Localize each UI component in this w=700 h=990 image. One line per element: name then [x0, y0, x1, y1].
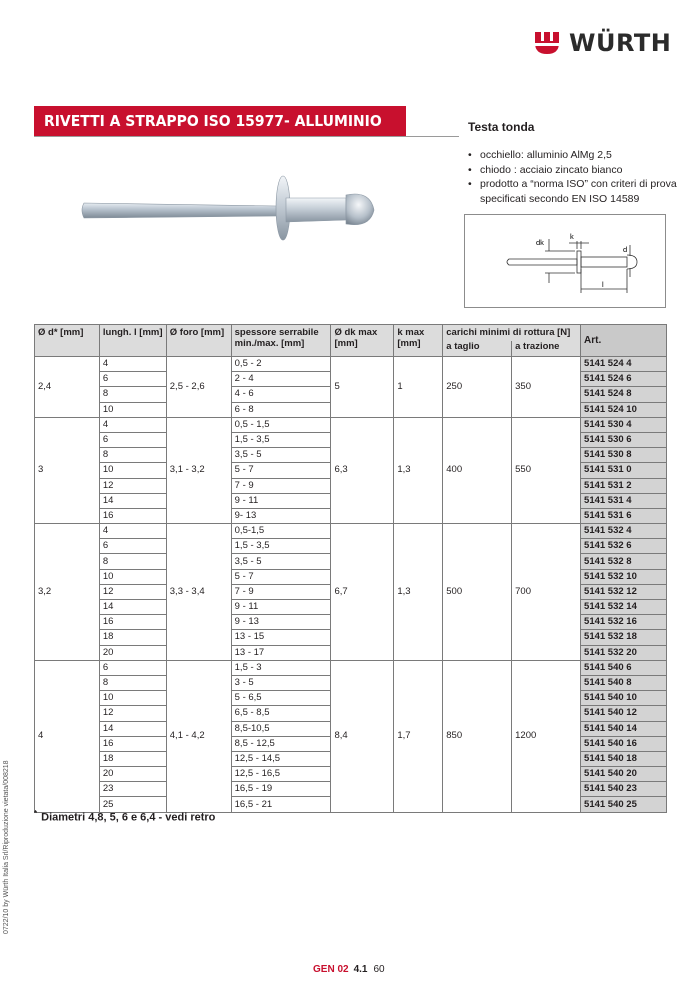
cell-length: 6 — [99, 539, 166, 554]
list-item: • chiodo : acciaio zincato bianco — [468, 163, 678, 178]
cell-grip-range: 7 - 9 — [231, 584, 331, 599]
cell-grip-range: 1,5 - 3,5 — [231, 539, 331, 554]
cell-length: 10 — [99, 569, 166, 584]
cell-article-number: 5141 540 16 — [581, 736, 667, 751]
cell-length: 18 — [99, 630, 166, 645]
table-row — [35, 417, 667, 432]
cell-length: 4 — [99, 417, 166, 432]
cell-length: 6 — [99, 432, 166, 447]
page-title: RIVETTI A STRAPPO ISO 15977- ALLUMINIO — [34, 106, 406, 136]
cell-length: 20 — [99, 645, 166, 660]
cell-article-number: 5141 532 18 — [581, 630, 667, 645]
cell-grip-range: 6 - 8 — [231, 402, 331, 417]
cell-length: 14 — [99, 721, 166, 736]
dimension-diagram — [464, 214, 666, 308]
cell-tension-load: 1200 — [512, 660, 581, 812]
table-row — [35, 660, 667, 675]
cell-length: 16 — [99, 736, 166, 751]
col-header-shear: a taglio — [443, 341, 512, 357]
cell-length: 4 — [99, 357, 166, 372]
cell-diameter: 3 — [35, 417, 100, 523]
title-divider — [34, 136, 459, 137]
cell-grip-range: 4 - 6 — [231, 387, 331, 402]
cell-grip-range: 16,5 - 19 — [231, 782, 331, 797]
rivet-dimension-drawing — [465, 215, 665, 307]
cell-grip-range: 6,5 - 8,5 — [231, 706, 331, 721]
cell-article-number: 5141 531 6 — [581, 508, 667, 523]
cell-grip-range: 0,5 - 1,5 — [231, 417, 331, 432]
cell-k: 1 — [394, 357, 443, 418]
col-header-k: k max [mm] — [394, 325, 443, 357]
dk-label: dk — [536, 238, 544, 247]
cell-grip-range: 0,5-1,5 — [231, 524, 331, 539]
cell-tension-load: 700 — [512, 524, 581, 661]
footnote — [34, 809, 215, 824]
list-item: • prodotto a “norma ISO” con criteri di prova specificati secondo EN ISO 14589 — [468, 177, 678, 206]
cell-grip-range: 9 - 11 — [231, 600, 331, 615]
cell-article-number: 5141 524 4 — [581, 357, 667, 372]
col-header-d: Ø d* [mm] — [35, 325, 100, 357]
cell-length: 14 — [99, 600, 166, 615]
col-header-length: lungh. l [mm] — [99, 325, 166, 357]
cell-length: 18 — [99, 751, 166, 766]
cell-article-number: 5141 540 6 — [581, 660, 667, 675]
cell-tension-load: 350 — [512, 357, 581, 418]
cell-diameter: 2,4 — [35, 357, 100, 418]
cell-grip-range: 1,5 - 3,5 — [231, 432, 331, 447]
cell-grip-range: 8,5 - 12,5 — [231, 736, 331, 751]
footnote-text: Diametri 4,8, 5, 6 e 6,4 - vedi retro — [41, 811, 216, 824]
cell-article-number: 5141 531 2 — [581, 478, 667, 493]
cell-hole: 4,1 - 4,2 — [166, 660, 231, 812]
head-type-subtitle: Testa tonda — [468, 120, 535, 134]
cell-grip-range: 12,5 - 14,5 — [231, 751, 331, 766]
cell-length: 8 — [99, 554, 166, 569]
cell-k: 1,3 — [394, 524, 443, 661]
cell-article-number: 5141 530 4 — [581, 417, 667, 432]
cell-grip-range: 1,5 - 3 — [231, 660, 331, 675]
cell-grip-range: 8,5-10,5 — [231, 721, 331, 736]
cell-dk: 8,4 — [331, 660, 394, 812]
cell-grip-range: 9 - 11 — [231, 493, 331, 508]
cell-article-number: 5141 532 20 — [581, 645, 667, 660]
cell-article-number: 5141 532 4 — [581, 524, 667, 539]
cell-grip-range: 3 - 5 — [231, 675, 331, 690]
cell-article-number: 5141 524 6 — [581, 372, 667, 387]
cell-article-number: 5141 532 10 — [581, 569, 667, 584]
cell-length: 8 — [99, 675, 166, 690]
cell-length: 4 — [99, 524, 166, 539]
cell-grip-range: 3,5 - 5 — [231, 554, 331, 569]
cell-dk: 5 — [331, 357, 394, 418]
k-label: k — [570, 232, 574, 241]
cell-length: 10 — [99, 691, 166, 706]
cell-shear-load: 250 — [443, 357, 512, 418]
col-header-tension: a trazione — [512, 341, 581, 357]
cell-length: 16 — [99, 508, 166, 523]
cell-article-number: 5141 532 14 — [581, 600, 667, 615]
cell-grip-range: 5 - 6,5 — [231, 691, 331, 706]
cell-hole: 2,5 - 2,6 — [166, 357, 231, 418]
brand-name: WÜRTH — [569, 29, 672, 57]
cell-hole: 3,3 - 3,4 — [166, 524, 231, 661]
cell-article-number: 5141 540 18 — [581, 751, 667, 766]
cell-length: 8 — [99, 387, 166, 402]
cell-shear-load: 400 — [443, 417, 512, 523]
cell-hole: 3,1 - 3,2 — [166, 417, 231, 523]
rivet-spec-table — [34, 324, 667, 813]
cell-length: 20 — [99, 767, 166, 782]
col-header-loads: carichi minimi di rottura [N] — [443, 325, 581, 341]
cell-article-number: 5141 540 20 — [581, 767, 667, 782]
cell-dk: 6,3 — [331, 417, 394, 523]
cell-grip-range: 9 - 13 — [231, 615, 331, 630]
cell-article-number: 5141 540 10 — [581, 691, 667, 706]
cell-article-number: 5141 540 14 — [581, 721, 667, 736]
cell-shear-load: 500 — [443, 524, 512, 661]
cell-article-number: 5141 540 8 — [581, 675, 667, 690]
table-row — [35, 357, 667, 372]
cell-article-number: 5141 524 8 — [581, 387, 667, 402]
list-item: • occhiello: alluminio AlMg 2,5 — [468, 148, 678, 163]
cell-grip-range: 0,5 - 2 — [231, 357, 331, 372]
cell-length: 6 — [99, 660, 166, 675]
footer-section: GEN 02 — [313, 964, 349, 975]
page-footer — [313, 964, 385, 975]
cell-grip-range: 9- 13 — [231, 508, 331, 523]
col-header-art: Art. — [581, 325, 667, 357]
cell-length: 6 — [99, 372, 166, 387]
material-list — [468, 148, 678, 206]
rivet-image — [78, 168, 398, 248]
wurth-logo-mark-icon — [533, 29, 561, 57]
cell-article-number: 5141 531 0 — [581, 463, 667, 478]
cell-article-number: 5141 530 6 — [581, 432, 667, 447]
copyright-side-text: 0722/10 by Würth Italia Srl/Riproduzione vietata/008218 — [3, 760, 10, 934]
cell-shear-load: 850 — [443, 660, 512, 812]
col-header-hole: Ø foro [mm] — [166, 325, 231, 357]
cell-length: 25 — [99, 797, 166, 812]
cell-article-number: 5141 532 8 — [581, 554, 667, 569]
col-header-grip: spessore serrabile min./max. [mm] — [231, 325, 331, 357]
cell-article-number: 5141 540 12 — [581, 706, 667, 721]
cell-length: 8 — [99, 448, 166, 463]
cell-length: 10 — [99, 463, 166, 478]
table-row — [35, 524, 667, 539]
cell-length: 12 — [99, 706, 166, 721]
cell-article-number: 5141 532 6 — [581, 539, 667, 554]
cell-length: 12 — [99, 584, 166, 599]
cell-article-number: 5141 540 25 — [581, 797, 667, 812]
cell-grip-range: 12,5 - 16,5 — [231, 767, 331, 782]
cell-diameter: 3,2 — [35, 524, 100, 661]
cell-k: 1,7 — [394, 660, 443, 812]
cell-article-number: 5141 532 16 — [581, 615, 667, 630]
cell-article-number: 5141 540 23 — [581, 782, 667, 797]
wurth-logo — [533, 28, 671, 58]
cell-grip-range: 2 - 4 — [231, 372, 331, 387]
cell-article-number: 5141 531 4 — [581, 493, 667, 508]
cell-length: 10 — [99, 402, 166, 417]
cell-tension-load: 550 — [512, 417, 581, 523]
cell-length: 16 — [99, 615, 166, 630]
cell-grip-range: 13 - 15 — [231, 630, 331, 645]
cell-article-number: 5141 524 10 — [581, 402, 667, 417]
page-number: 60 — [373, 964, 385, 975]
cell-dk: 6,7 — [331, 524, 394, 661]
cell-k: 1,3 — [394, 417, 443, 523]
table-body — [35, 357, 667, 813]
cell-grip-range: 7 - 9 — [231, 478, 331, 493]
cell-length: 12 — [99, 478, 166, 493]
cell-grip-range: 16,5 - 21 — [231, 797, 331, 812]
cell-grip-range: 3,5 - 5 — [231, 448, 331, 463]
cell-article-number: 5141 530 8 — [581, 448, 667, 463]
cell-article-number: 5141 532 12 — [581, 584, 667, 599]
cell-diameter: 4 — [35, 660, 100, 812]
l-label: l — [602, 280, 604, 289]
footnote-mark: * — [34, 809, 38, 818]
cell-grip-range: 5 - 7 — [231, 463, 331, 478]
col-header-dk: Ø dk max [mm] — [331, 325, 394, 357]
cell-length: 23 — [99, 782, 166, 797]
footer-chapter: 4.1 — [353, 964, 368, 975]
d-label: d — [623, 245, 628, 254]
cell-grip-range: 13 - 17 — [231, 645, 331, 660]
cell-length: 14 — [99, 493, 166, 508]
cell-grip-range: 5 - 7 — [231, 569, 331, 584]
